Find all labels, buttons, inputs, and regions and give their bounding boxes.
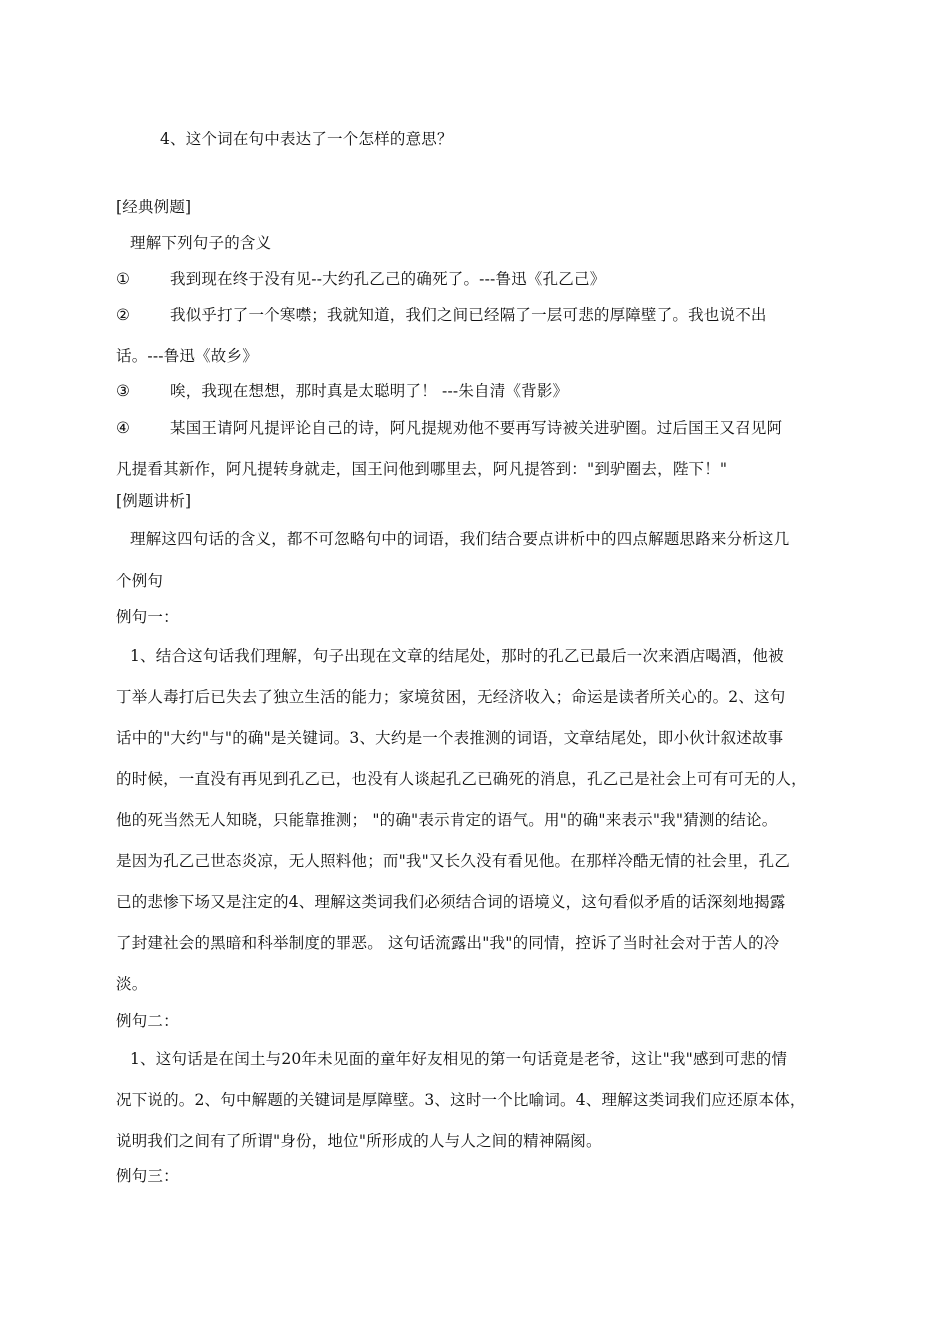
- analysis-intro-line: 理解这四句话的含义，都不可忽略句中的词语，我们结合要点讲析中的四点解题思路来分析这几: [130, 530, 790, 548]
- classic-examples-intro: 理解下列句子的含义: [130, 234, 272, 252]
- item-text: 我到现在终于没有见--大约孔乙己的确死了。---鲁迅《孔乙己》: [170, 270, 606, 288]
- item-marker: ④: [116, 419, 131, 437]
- example-1-line: 话中的"大约"与"的确"是关键词。3、大约是一个表推测的词语，文章结尾处，即小伙计叙述故事: [116, 729, 784, 747]
- example-item-1: [116, 268, 605, 290]
- item-text: 我似乎打了一个寒噤；我就知道，我们之间已经隔了一层可悲的厚障壁了。我也说不出: [170, 306, 767, 324]
- example-item-4: [116, 417, 782, 439]
- item-text: 唉，我现在想想，那时真是太聪明了！ ---朱自清《背影》: [170, 382, 569, 400]
- analysis-intro-line: 个例句: [116, 572, 164, 590]
- example-2-line: 1、这句话是在闰土与20年未见面的童年好友相见的第一句话竟是老爷，这让"我"感到可悲的情: [130, 1050, 788, 1068]
- example-1-title: 例句一：: [116, 608, 179, 626]
- example-1-line: 他的死当然无人知晓，只能靠推测； "的确"表示肯定的语气。用"的确"来表示"我"猜测的结论。: [116, 811, 778, 829]
- item-marker: ①: [116, 270, 131, 288]
- item-marker: ③: [116, 382, 131, 400]
- example-item-4-continued: 凡提看其新作，阿凡提转身就走，国王问他到哪里去，阿凡提答到："到驴圈去，陛下！": [116, 460, 728, 478]
- example-2-line: 说明我们之间有了所谓"身份，地位"所形成的人与人之间的精神隔阂。: [116, 1132, 602, 1150]
- example-1-line: 了封建社会的黑暗和科举制度的罪恶。 这句话流露出"我"的同情，控诉了当时社会对于苦人的冷: [116, 934, 780, 952]
- example-3-title: 例句三：: [116, 1167, 179, 1185]
- example-item-2-continued: 话。---鲁迅《故乡》: [116, 347, 258, 365]
- question-4: 4、这个词在句中表达了一个怎样的意思？: [160, 130, 453, 148]
- item-marker: ②: [116, 306, 131, 324]
- example-1-line: 已的悲惨下场又是注定的4、理解这类词我们必须结合词的语境义，这句看似矛盾的话深刻地揭露: [116, 893, 786, 911]
- example-item-2: [116, 304, 767, 326]
- item-text: 某国王请阿凡提评论自己的诗，阿凡提规劝他不要再写诗被关进驴圈。过后国王又召见阿: [170, 419, 783, 437]
- example-1-line: 丁举人毒打后已失去了独立生活的能力；家境贫困，无经济收入；命运是读者所关心的。2、这句: [116, 688, 786, 706]
- example-1-line: 1、结合这句话我们理解，句子出现在文章的结尾处，那时的孔乙已最后一次来酒店喝酒，他被: [130, 647, 784, 665]
- analysis-header: [例题讲析]: [116, 492, 192, 510]
- example-1-line: 的时候，一直没有再见到孔乙已，也没有人谈起孔乙已确死的消息，孔乙己是社会上可有可无的人，: [116, 770, 807, 788]
- example-1-line: 淡。: [116, 975, 148, 993]
- example-2-line: 况下说的。2、句中解题的关键词是厚障壁。3、这时一个比喻词。4、理解这类词我们应还原本体，: [116, 1091, 806, 1109]
- classic-examples-header: [经典例题]: [116, 198, 192, 216]
- example-item-3: [116, 380, 568, 402]
- example-2-title: 例句二：: [116, 1012, 179, 1030]
- example-1-line: 是因为孔乙己世态炎凉，无人照料他；而"我"又长久没有看见他。在那样冷酷无情的社会里，孔乙: [116, 852, 791, 870]
